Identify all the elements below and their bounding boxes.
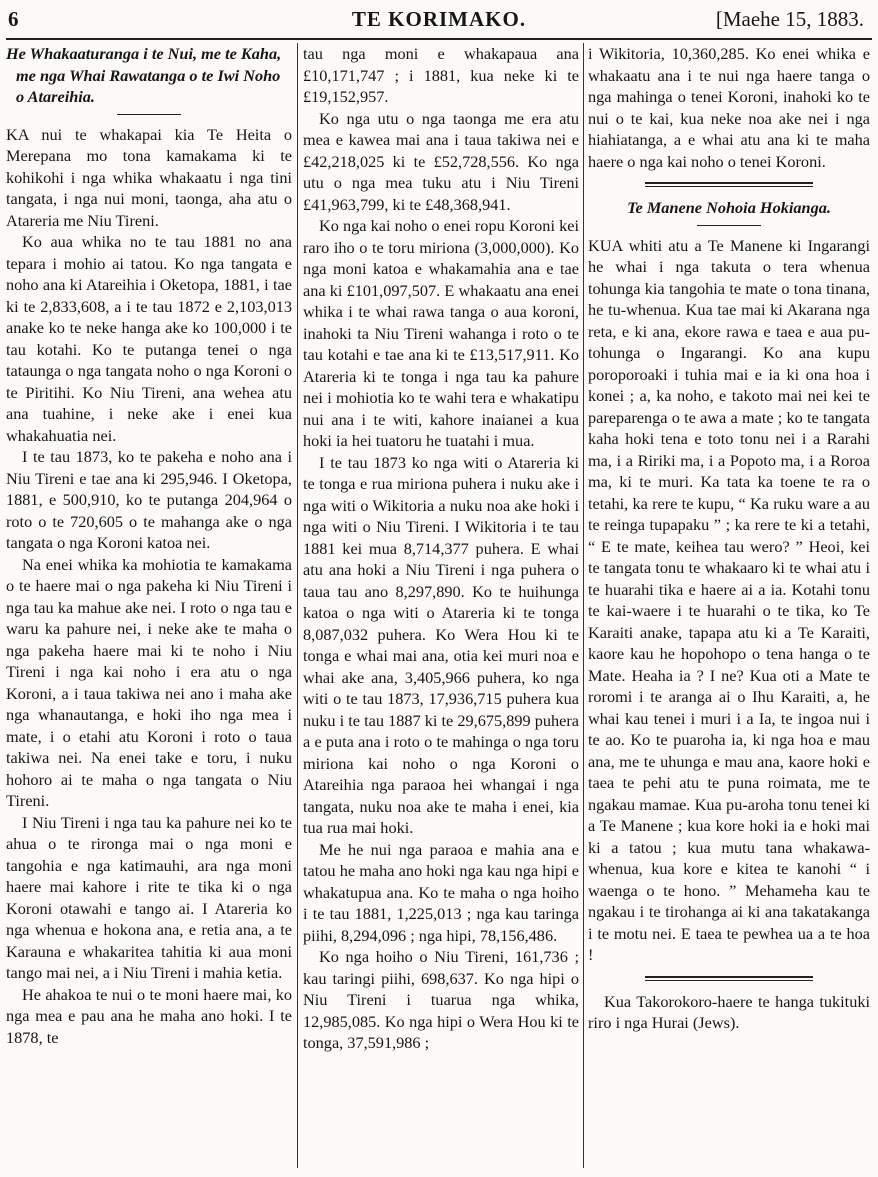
article-paragraph: Kua Takorokoro-haere te hanga tukituki riro i nga Hurai (Jews). <box>588 991 870 1032</box>
article-paragraph: Ko nga kai noho o enei ropu Koroni kei raro iho o te toru miriona (3,000,000). Ko nga moni katoa e whakamahia ana e tae ana ki £101,097,507. E whakaatu ana enei whika i te whai rawa tanga o aua koroni, inahoki ta Niu Tireni wahanga i roto o te tau kotahi e tae ana ki te £13,517,911. Ko Atareria ki te tonga i nga tau ka pahure nei i mohiotia ko te wahi tera e whakatipu nui ana i te witi, kahore inaianei a kua hoki ia hei tuatoru he tuatahi i mua. <box>303 216 579 450</box>
article-paragraph: KUA whiti atu a Te Manene ki Ingarangi he whai i nga takuta o tera whenua tohunga kia tangohia te mate o tona tinana, he tu-whenua. Kua tae mai ki Akarana nga reta, e ki ana, ekore rawa e taea e aua pu-tohunga o Ingarangi. Ko ana kupu poroporoaki i tuhia mai e ia ki ona hoa i konei ; a, ka noho, e takoto mai nei kei te pareparenga o te awa a mate ; ko te tangata kaha hoki tena e toto tonu nei i a Rarahi ma, i a Ririki ma, i a Popoto ma, i a Roroa ma, ki te muri. Ka tata ka toene te ra o tetahi, ka rere te kupu, “ Ka ruku ware a au te reinga tupapaku ” ; ka rere te ki a tetahi, “ E te mate, keihea tau wero? ” Heoi, kei te tangata tonu te whakaaro ki te whai atu i te huarahi tika e haere ai a ia. Kotahi tonu te kai-waere i te huarahi o te tika, ko Te Karaiti anake, tapapa atu ki a Te Karaiti, kaore kau he hopohopo o tena hanga o te Mate. Heaha ia ? I ne? Kua oti a Mate te roromi i te aranga ai o Ihu Karaiti, a, he whai kau tenei i muri i a Ia, te ingoa nui i te ao. Ko te puaroha ia, ki nga hoa e mau ana, me te uhunga e mau ana, kaore hoki e taea te pehi atu te puna roimata, me te ngakau mamae. Kua pu-aroha tonu tenei ki a Te Manene ; kua kore hoki ia e hoki mai ki a tatou ; kua mutu tana whakawa-whenua, kua kore e kitea te kanohi “ i waenga o te hono. ” Mehameha kau te ngakau i te tirohanga ai ki ana takatakanga i te motu nei. E taea te pewhea ua a te hoa ! <box>588 235 870 964</box>
article-paragraph: Ko aua whika no te tau 1881 no ana tepara i mohio ai tatou. Ko nga tangata e noho ana ki Atareihia i Oketopa, 1881, i tae ki te 2,833,608, a i te tau 1872 e 2,103,013 anake ko te neke hanga ake ko 100,000 i te tau kotahi. Ko te putanga tenei o nga tataunga o nga tangata noho o nga Koroni o te Piritihi. Ko Niu Tireni, ana wehea atu ana tuahine, i neke ake i enei kua whakahuatia nei. <box>6 232 292 445</box>
article-paragraph: I te tau 1873, ko te pakeha e noho ana i Niu Tireni e tae ana ki 295,946. I Oketopa, 1881, e 500,910, ko te putanga 204,964 o roto o te 720,605 o te mahanga ake o nga tangata o nga Koroni katoa nei. <box>6 447 292 552</box>
article-paragraph: i Wikitoria, 10,360,285. Ko enei whika e whakaatu ana i te nui nga haere tanga o nga mahinga o tenei Koroni, inahoki ko te nui o te kai, kua neke noa ake nei i nga hiahiatanga, a e whai atu ana ki te maha haere o nga kai noho o tenei Koroni. <box>588 44 870 171</box>
article-paragraph: Na enei whika ka mohiotia te kamakama o te haere mai o nga pakeha ki Niu Tireni i nga tau ka mahue ake nei. I roto o nga tau e waru ka pahure nei, i neke ake te maha o nga pakeha haere mai ki te noho i Niu Tireni i nga kai noho i era atu o nga Koroni, a i taua takiwa nei ano i maha ake nga whanautanga, e hoki iho nga mea i mate, i o etahi atu Koroni i roto o taua takiwa nei. Na enei take e toru, i nuku hohoro ai te maha o nga tangata o Niu Tireni. <box>6 554 292 810</box>
title-rule <box>697 225 761 226</box>
title-rule <box>117 114 181 115</box>
article-paragraph: tau nga moni e whakapaua ana £10,171,747 ; i 1881, kua neke ki te £19,152,957. <box>303 44 579 106</box>
section-rule <box>645 182 813 187</box>
column-3 <box>588 43 870 1034</box>
masthead: TE KORIMAKO. <box>351 7 527 31</box>
column-1 <box>6 43 292 1048</box>
column-divider <box>583 43 584 1168</box>
article-paragraph: I te tau 1873 ko nga witi o Atareria ki te tonga e rua miriona puhera i nuku ake i nga witi o Wikitoria a nuku noa ake hoki i nga witi o Niu Tireni. I Wikitoria i te tau 1881 kei mua 8,714,377 puhera. E whai atu ana hoki a Niu Tireni i nga puhera o taua tau ano 8,297,890. Ko te huihunga katoa o nga witi o Atareria ki te tonga 8,087,032 puhera. Ko Wera Hou ki te tonga e whai mai ana, otia kei muri noa e whai ake ana, 3,405,966 puhera, ko nga witi o te tau 1873, 17,936,715 puhera kua nuku i te tau 1887 ki te 29,675,899 puhera a e puta ana i roto o te mahinga o nga toru miriona kai noho o nga Koroni o Atareihia nga paraoa hei whangai i nga tangata, nuku noa ake te maha i enei, kia tua rua mai hoki. <box>303 452 579 837</box>
article-paragraph: I Niu Tireni i nga tau ka pahure nei ko te ahua o te rironga mai o nga moni e tangohia e nga katimauhi, ara nga moni haere mai kahore i rite te tika ki o nga Koroni otawahi e tango ai. I Atareria ko nga whenua e hokona ana, e retia ana, a te Karauna e whakaritea tahitia ki aua moni tango mai nei, a i Niu Tireni i mahia ketia. <box>6 812 292 982</box>
section-rule <box>645 976 813 981</box>
article-paragraph: Ko nga utu o nga taonga me era atu mea e kawea mai ana i taua takiwa nei e £42,218,025 ki te £52,728,556. Ko nga utu o nga mea tuku atu i Niu Tireni £41,963,799, ki te £48,368,941. <box>303 108 579 214</box>
article-title: Te Manene Nohoia Hokianga. <box>627 198 831 217</box>
column-divider <box>297 43 298 1168</box>
article-paragraph: KA nui te whakapai kia Te Heita o Merepana mo tona kamakama ki te kohikohi i nga whika whakaatu i nga tini tangata, i nga nui moni, taonga, aha atu o Atareria me Niu Tireni. <box>6 124 292 230</box>
article-paragraph: He ahakoa te nui o te moni haere mai, ko nga mea e pau ana he maha ano hoki. I te 1878, te <box>6 984 292 1047</box>
article-paragraph: Ko nga hoiho o Niu Tireni, 161,736 ; kau taringi piihi, 698,637. Ko nga hipi o Niu Tireni i tuarua nga whika, 12,985,085. Ko nga hipi o Wera Hou ki te tonga, 37,591,986 ; <box>303 947 579 1052</box>
column-2 <box>303 43 579 1054</box>
issue-date: [Maehe 15, 1883. <box>715 7 864 31</box>
article-paragraph: Me he nui nga paraoa e mahia ana e tatou he maha ano hoki nga kau nga hipi e whakatupua ana. Ko te maha o nga hoiho i te tau 1881, 1,225,013 ; nga kau taringa piihi, 8,294,096 ; nga hipi, 78,156,486. <box>303 839 579 945</box>
article-title: He Whakaaturanga i te Nui, me te Kaha, me nga Whai Rawatanga o te Iwi Noho o Atareihia. <box>6 44 282 106</box>
page-header <box>0 0 878 40</box>
page-number: 6 <box>8 7 19 31</box>
header-rule <box>6 38 872 40</box>
